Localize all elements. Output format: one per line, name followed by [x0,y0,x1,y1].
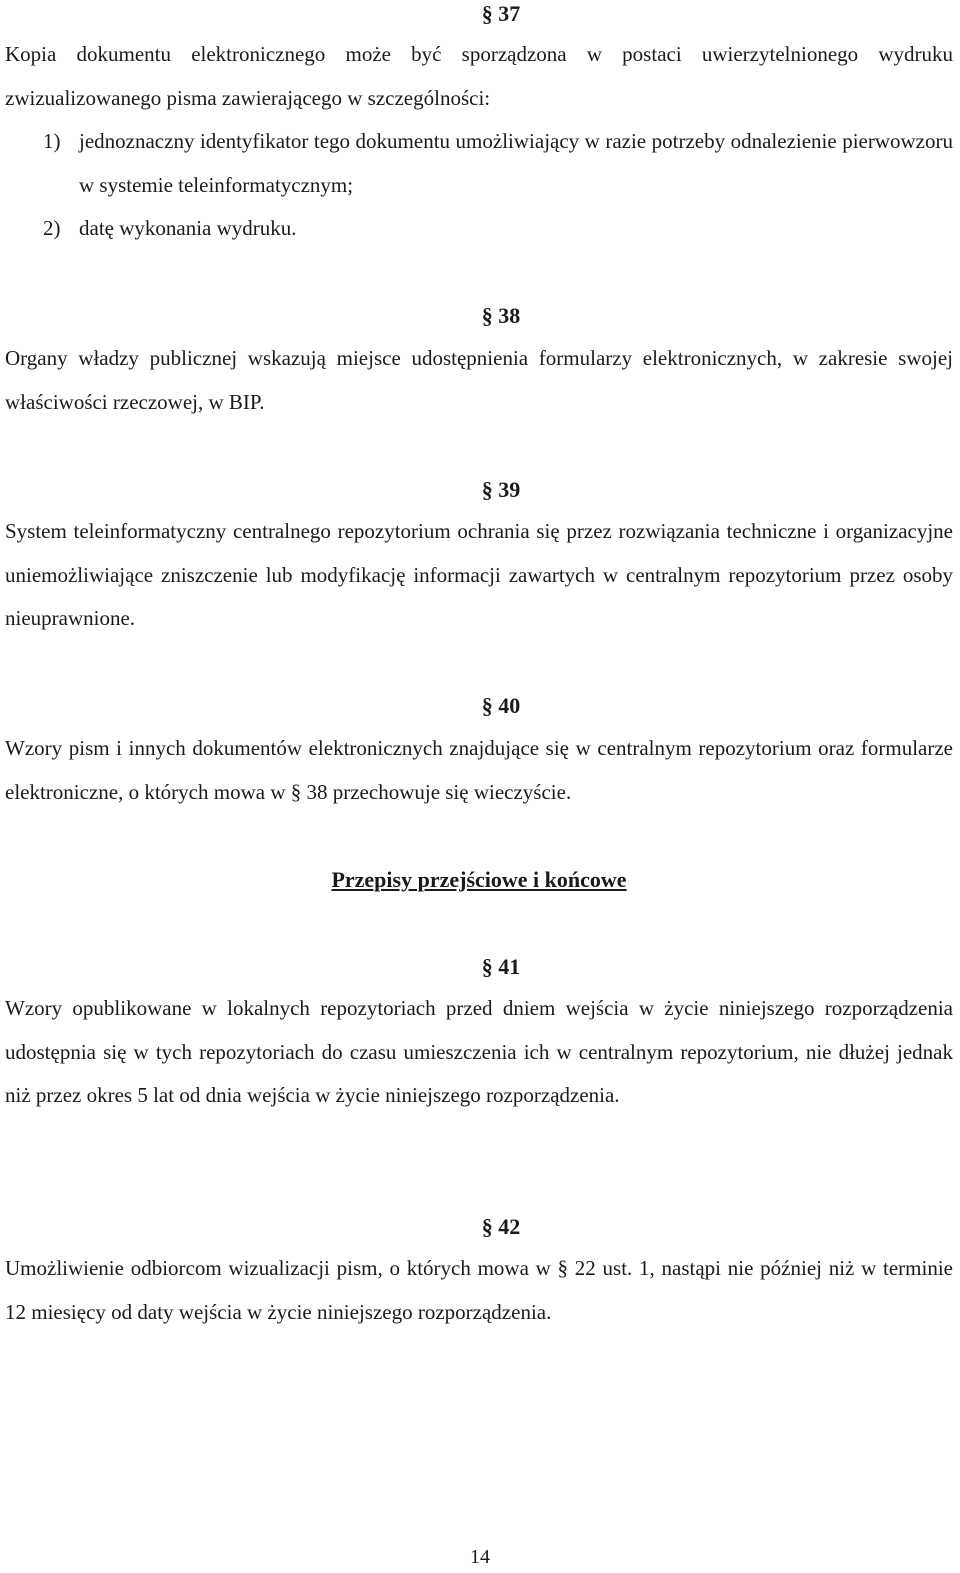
section-heading-37: § 37 [481,1,521,26]
section-heading-42: § 42 [481,1214,521,1239]
section-41-text: Wzory opublikowane w lokalnych repozytoriach przed dniem wejścia w życie niniejszego rozporządzenia udostępnia się w tych repozytoriach do czasu umieszczenia ich w centralnym repozytorium, nie dłużej jednak niż przez okres 5 lat od dnia wejścia w życie niniejszego rozporządzenia. [5,996,953,1107]
section-40-text: Wzory pism i innych dokumentów elektronicznych znajdujące się w centralnym repozytorium oraz formularze elektroniczne, o których mowa w § 38 przechowuje się wieczyście. [5,736,953,804]
list-item-number: 2) [43,216,61,240]
section-39-text: System teleinformatyczny centralnego repozytorium ochrania się przez rozwiązania techniczne i organizacyjne uniemożliwiające zniszczenie lub modyfikację informacji zawartych w centralnym repozytorium przez osoby nieuprawnione. [5,519,953,630]
section-heading-41: § 41 [481,954,521,979]
section-42-text: Umożliwienie odbiorcom wizualizacji pism, o których mowa w § 22 ust. 1, nastąpi nie później niż w terminie 12 miesięcy od daty wejścia w życie niniejszego rozporządzenia. [5,1256,953,1324]
list-item [5,207,953,251]
section-heading-39: § 39 [481,477,521,502]
list-item-number: 1) [43,129,61,153]
section-37-intro: Kopia dokumentu elektronicznego może być sporządzona w postaci uwierzytelnionego wydruku zwizualizowanego pisma zawierającego w szczególności: [5,42,953,110]
chapter-title: Przepisy przejściowe i końcowe [331,867,627,892]
section-37-list [5,120,953,251]
list-item [5,120,953,207]
section-heading-38: § 38 [481,303,521,328]
page-number: 14 [470,1546,490,1568]
list-item-text: datę wykonania wydruku. [79,216,297,240]
list-item-text: jednoznaczny identyfikator tego dokumentu umożliwiający w razie potrzeby odnalezienie pierwowzoru w systemie teleinformatycznym; [79,129,953,197]
section-heading-40: § 40 [481,693,521,718]
section-38-text: Organy władzy publicznej wskazują miejsce udostępnienia formularzy elektronicznych, w zakresie swojej właściwości rzeczowej, w BIP. [5,346,953,414]
